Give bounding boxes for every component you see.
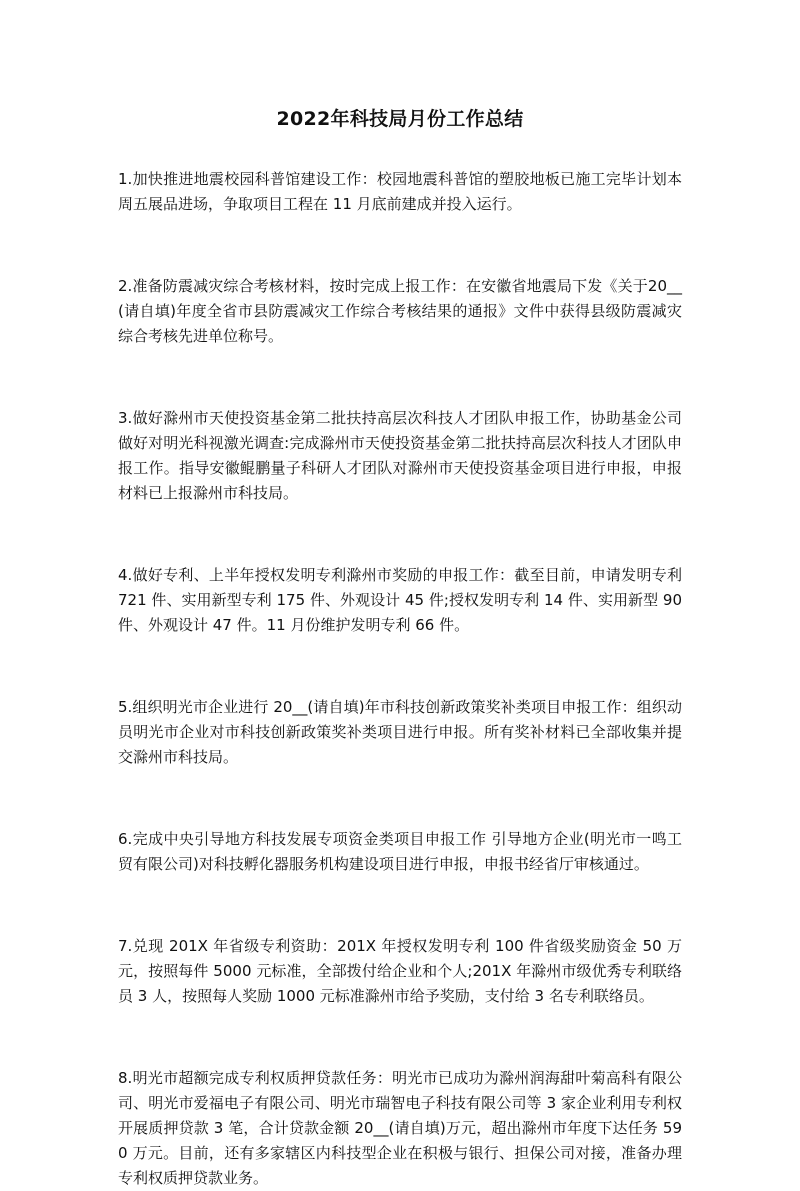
paragraph-2: 2.准备防震减灾综合考核材料，按时完成上报工作：在安徽省地震局下发《关于20__(请自填)年度全省市县防震减灾工作综合考核结果的通报》文件中获得县级防震减灾综合考核先进单位称号。 (118, 277, 682, 345)
paragraph-4: 4.做好专利、上半年授权发明专利滁州市奖励的申报工作：截至目前，申请发明专利 721 件、实用新型专利 175 件、外观设计 45 件;授权发明专利 14 件、实用新型 90 件、外观设计 47 件。11 月份维护发明专利 66 件。 (118, 566, 682, 634)
paragraph-5: 5.组织明光市企业进行 20__(请自填)年市科技创新政策奖补类项目申报工作：组织动员明光市企业对市科技创新政策奖补类项目进行申报。所有奖补材料已全部收集并提交滁州市科技局。 (118, 698, 682, 766)
document-title: 2022年科技局月份工作总结 (276, 108, 524, 130)
paragraph-8: 8.明光市超额完成专利权质押贷款任务：明光市已成功为滁州润海甜叶菊高科有限公司、明光市爱福电子有限公司、明光市瑞智电子科技有限公司等 3 家企业利用专利权开展质押贷款 3 笔，合计贷款金额 20__(请自填)万元，超出滁州市年度下达任务 590 万元。目前，还有多家辖区内科技型企业在积极与银行、担保公司对接，准备办理专利权质押贷款业务。 (118, 1069, 682, 1187)
paragraph-7: 7.兑现 201X 年省级专利资助：201X 年授权发明专利 100 件省级奖励资金 50 万元，按照每件 5000 元标准，全部拨付给企业和个人;201X 年滁州市级优秀专利联络员 3 人，按照每人奖励 1000 元标准滁州市给予奖励，支付给 3 名专利联络员。 (118, 937, 682, 1005)
paragraph-1: 1.加快推进地震校园科普馆建设工作：校园地震科普馆的塑胶地板已施工完毕计划本周五展品进场，争取项目工程在 11 月底前建成并投入运行。 (118, 170, 682, 213)
paragraph-6: 6.完成中央引导地方科技发展专项资金类项目申报工作 引导地方企业(明光市一鸣工贸有限公司)对科技孵化器服务机构建设项目进行申报，申报书经省厅审核通过。 (118, 830, 682, 873)
paragraph-3: 3.做好滁州市天使投资基金第二批扶持高层次科技人才团队申报工作，协助基金公司做好对明光科视激光调查:完成滁州市天使投资基金第二批扶持高层次科技人才团队申报工作。指导安徽鲲鹏量子科研人才团队对滁州市天使投资基金项目进行申报，申报材料已上报滁州市科技局。 (118, 409, 682, 502)
